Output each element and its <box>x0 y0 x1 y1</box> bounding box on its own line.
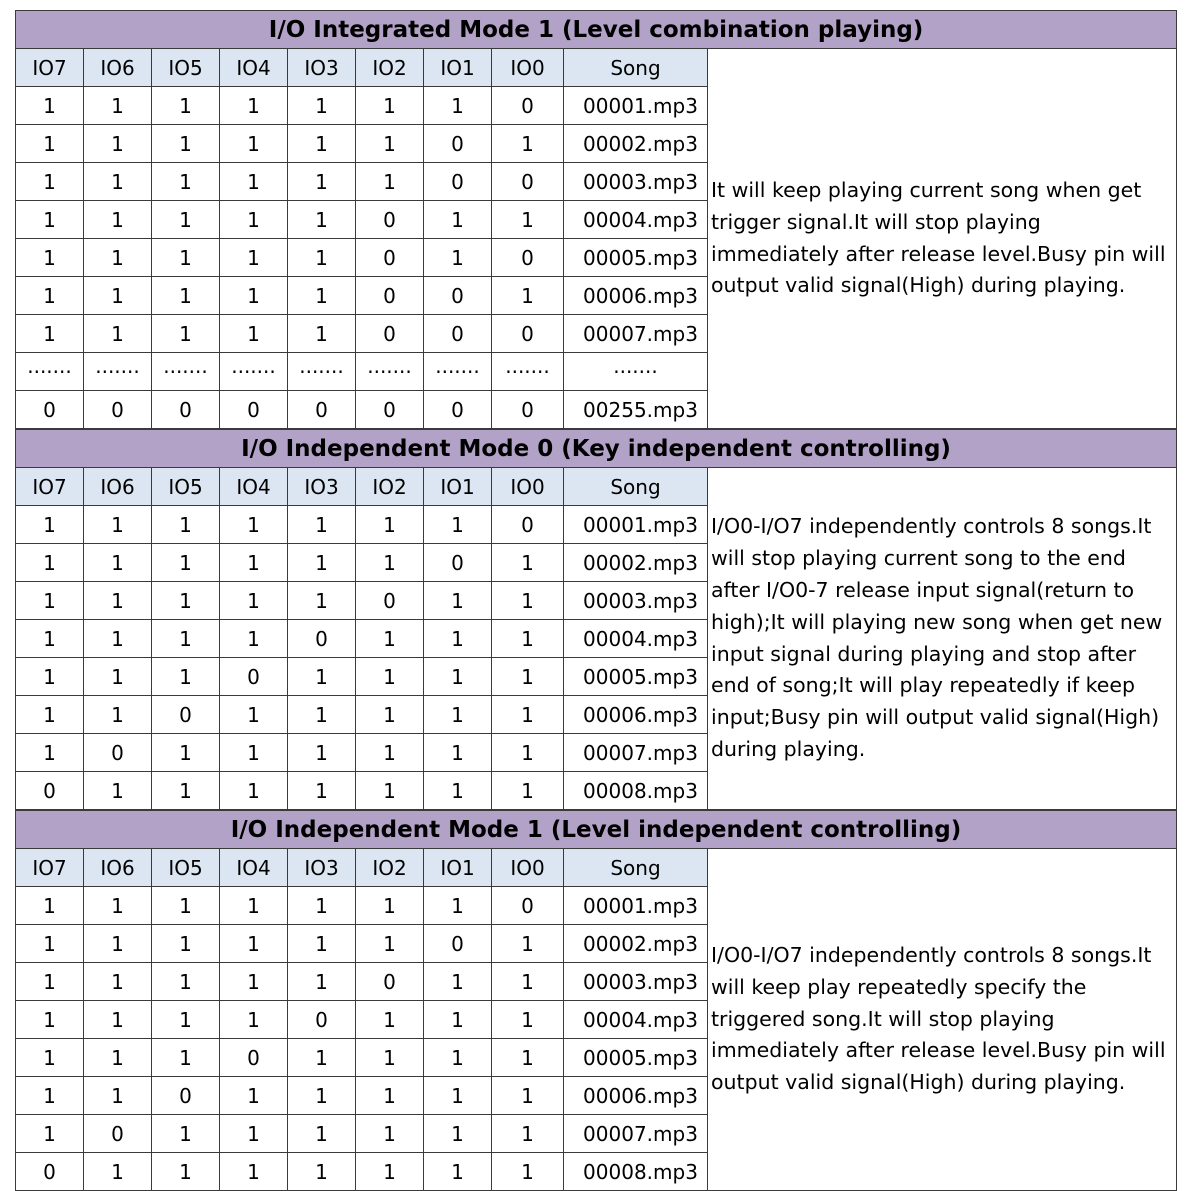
io-level-cell: 1 <box>152 620 220 658</box>
io-level-cell: 0 <box>424 925 492 963</box>
song-cell: 00001.mp3 <box>564 506 708 544</box>
song-cell: 00006.mp3 <box>564 696 708 734</box>
io-level-cell: 1 <box>16 506 84 544</box>
io-level-cell: ······· <box>220 353 288 391</box>
io-level-cell: 1 <box>220 544 288 582</box>
io-level-cell: 1 <box>220 887 288 925</box>
io-level-cell: 1 <box>424 734 492 772</box>
io-level-cell: 1 <box>356 125 424 163</box>
io-level-cell: 1 <box>152 658 220 696</box>
io-level-cell: 1 <box>84 201 152 239</box>
io-level-cell: 1 <box>288 963 356 1001</box>
column-header-io6: IO6 <box>84 849 152 887</box>
header-row <box>16 468 1177 506</box>
io-level-cell: 0 <box>424 315 492 353</box>
io-level-cell: 1 <box>84 772 152 810</box>
io-level-cell: 1 <box>288 315 356 353</box>
io-level-cell: ······· <box>84 353 152 391</box>
io-level-cell: 1 <box>84 125 152 163</box>
io-level-cell: 1 <box>16 620 84 658</box>
io-level-cell: 1 <box>84 1077 152 1115</box>
song-cell: 00004.mp3 <box>564 201 708 239</box>
io-level-cell: 1 <box>492 1077 564 1115</box>
io-level-cell: 0 <box>152 391 220 429</box>
io-level-cell: 1 <box>356 772 424 810</box>
song-cell: 00005.mp3 <box>564 239 708 277</box>
io-level-cell: 1 <box>152 87 220 125</box>
io-level-cell: 1 <box>492 1153 564 1191</box>
column-header-io6: IO6 <box>84 49 152 87</box>
io-level-cell: 1 <box>220 239 288 277</box>
io-level-cell: 1 <box>220 772 288 810</box>
io-level-cell: 1 <box>84 887 152 925</box>
io-level-cell: 1 <box>152 925 220 963</box>
io-level-cell: 1 <box>16 963 84 1001</box>
column-header-io5: IO5 <box>152 49 220 87</box>
song-cell: 00002.mp3 <box>564 925 708 963</box>
io-level-cell: 1 <box>152 125 220 163</box>
song-cell: 00004.mp3 <box>564 620 708 658</box>
io-level-cell: 1 <box>152 772 220 810</box>
io-level-cell: 1 <box>288 544 356 582</box>
column-header-io1: IO1 <box>424 49 492 87</box>
io-level-cell: 1 <box>220 87 288 125</box>
io-level-cell: 1 <box>152 582 220 620</box>
io-level-cell: 1 <box>16 87 84 125</box>
io-level-cell: 1 <box>424 87 492 125</box>
io-level-cell: 0 <box>356 315 424 353</box>
io-level-cell: 1 <box>288 734 356 772</box>
song-cell: 00001.mp3 <box>564 87 708 125</box>
io-level-cell: 1 <box>152 1001 220 1039</box>
io-level-cell: 1 <box>492 582 564 620</box>
io-level-cell: 1 <box>220 582 288 620</box>
mode-description: I/O0-I/O7 independently controls 8 songs.It will keep play repeatedly specify the triggered song.It will stop playing immediately after release level.Busy pin will output valid signal(High) during playing. <box>708 849 1177 1191</box>
column-header-io0: IO0 <box>492 468 564 506</box>
io-level-cell: 1 <box>356 1077 424 1115</box>
io-level-cell: 1 <box>220 163 288 201</box>
io-level-cell: 1 <box>152 506 220 544</box>
io-level-cell: 1 <box>16 163 84 201</box>
io-level-cell: 1 <box>16 582 84 620</box>
io-level-cell: 1 <box>424 1039 492 1077</box>
io-level-cell: 0 <box>356 963 424 1001</box>
io-level-cell: 1 <box>424 620 492 658</box>
io-level-cell: 1 <box>288 201 356 239</box>
column-header-io7: IO7 <box>16 849 84 887</box>
io-level-cell: 1 <box>84 506 152 544</box>
song-cell: 00008.mp3 <box>564 772 708 810</box>
mode-table <box>15 810 1177 1191</box>
io-level-cell: 0 <box>16 1153 84 1191</box>
mode-table <box>15 10 1177 429</box>
mode-description: It will keep playing current song when get trigger signal.It will stop playing immediately after release level.Busy pin will output valid signal(High) during playing. <box>708 49 1177 429</box>
io-level-cell: 0 <box>84 734 152 772</box>
io-level-cell: 0 <box>492 506 564 544</box>
io-level-cell: 1 <box>424 887 492 925</box>
io-level-cell: 1 <box>220 315 288 353</box>
io-level-cell: 1 <box>288 87 356 125</box>
io-level-cell: 0 <box>220 1039 288 1077</box>
io-level-cell: 1 <box>152 544 220 582</box>
io-level-cell: 1 <box>424 772 492 810</box>
io-level-cell: 1 <box>84 1039 152 1077</box>
section-title: I/O Integrated Mode 1 (Level combination playing) <box>16 11 1177 49</box>
io-level-cell: 0 <box>492 87 564 125</box>
header-row <box>16 849 1177 887</box>
song-cell: 00005.mp3 <box>564 1039 708 1077</box>
io-level-cell: 1 <box>220 696 288 734</box>
io-level-cell: 1 <box>84 1153 152 1191</box>
io-level-cell: 1 <box>84 315 152 353</box>
io-level-cell: 1 <box>356 1153 424 1191</box>
io-level-cell: 1 <box>492 201 564 239</box>
io-level-cell: 1 <box>356 544 424 582</box>
column-header-io7: IO7 <box>16 49 84 87</box>
io-level-cell: ······· <box>356 353 424 391</box>
io-level-cell: 1 <box>356 620 424 658</box>
song-cell: 00005.mp3 <box>564 658 708 696</box>
io-level-cell: 1 <box>84 582 152 620</box>
column-header-io5: IO5 <box>152 468 220 506</box>
io-level-cell: 1 <box>492 1115 564 1153</box>
song-cell: 00003.mp3 <box>564 963 708 1001</box>
column-header-io5: IO5 <box>152 849 220 887</box>
song-cell: 00007.mp3 <box>564 1115 708 1153</box>
section-title: I/O Independent Mode 0 (Key independent controlling) <box>16 430 1177 468</box>
io-level-cell: 1 <box>16 696 84 734</box>
io-level-cell: 1 <box>356 658 424 696</box>
io-level-cell: 0 <box>492 391 564 429</box>
io-level-cell: 1 <box>492 1001 564 1039</box>
io-level-cell: 1 <box>492 277 564 315</box>
io-mode-document <box>15 10 1176 1191</box>
song-cell: 00002.mp3 <box>564 544 708 582</box>
io-level-cell: 1 <box>16 1039 84 1077</box>
io-level-cell: 1 <box>288 658 356 696</box>
column-header-song: Song <box>564 49 708 87</box>
io-level-cell: 0 <box>492 239 564 277</box>
io-level-cell: 0 <box>356 201 424 239</box>
io-level-cell: 0 <box>16 391 84 429</box>
io-level-cell: 1 <box>288 582 356 620</box>
io-level-cell: 1 <box>220 1077 288 1115</box>
io-level-cell: 0 <box>152 696 220 734</box>
io-level-cell: 1 <box>84 620 152 658</box>
io-level-cell: 0 <box>492 887 564 925</box>
io-level-cell: 1 <box>16 544 84 582</box>
io-level-cell: 0 <box>152 1077 220 1115</box>
io-level-cell: 0 <box>288 391 356 429</box>
io-level-cell: 1 <box>16 201 84 239</box>
io-level-cell: 0 <box>288 1001 356 1039</box>
io-level-cell: 0 <box>356 391 424 429</box>
io-level-cell: 1 <box>492 925 564 963</box>
io-level-cell: 1 <box>288 696 356 734</box>
io-level-cell: 1 <box>356 87 424 125</box>
mode-description: I/O0-I/O7 independently controls 8 songs.It will stop playing current song to the end after I/O0-7 release input signal(return to high);It will playing new song when get new input signal during playing and stop after end of song;It will play repeatedly if keep input;Busy pin will output valid signal(High) during playing. <box>708 468 1177 810</box>
io-level-cell: 1 <box>288 1077 356 1115</box>
io-level-cell: ······· <box>492 353 564 391</box>
io-level-cell: 1 <box>424 1001 492 1039</box>
io-level-cell: 1 <box>84 544 152 582</box>
column-header-io3: IO3 <box>288 49 356 87</box>
io-level-cell: 1 <box>152 277 220 315</box>
io-level-cell: 1 <box>220 506 288 544</box>
io-level-cell: 1 <box>424 582 492 620</box>
io-level-cell: 1 <box>16 239 84 277</box>
io-level-cell: 1 <box>492 963 564 1001</box>
io-level-cell: 1 <box>424 1077 492 1115</box>
column-header-io4: IO4 <box>220 468 288 506</box>
io-level-cell: 1 <box>220 125 288 163</box>
io-level-cell: 1 <box>220 201 288 239</box>
column-header-io2: IO2 <box>356 468 424 506</box>
song-cell: 00004.mp3 <box>564 1001 708 1039</box>
io-level-cell: 1 <box>152 201 220 239</box>
io-level-cell: ······· <box>288 353 356 391</box>
io-level-cell: 1 <box>288 1115 356 1153</box>
io-level-cell: 1 <box>152 734 220 772</box>
io-level-cell: 1 <box>424 1153 492 1191</box>
io-level-cell: 0 <box>356 239 424 277</box>
io-level-cell: 1 <box>288 163 356 201</box>
io-level-cell: 1 <box>356 506 424 544</box>
io-level-cell: 1 <box>16 1001 84 1039</box>
song-cell: 00006.mp3 <box>564 1077 708 1115</box>
io-level-cell: 1 <box>152 239 220 277</box>
column-header-io4: IO4 <box>220 49 288 87</box>
io-level-cell: 1 <box>152 163 220 201</box>
io-level-cell: 1 <box>424 1115 492 1153</box>
io-level-cell: 1 <box>356 887 424 925</box>
io-level-cell: 1 <box>152 963 220 1001</box>
column-header-io0: IO0 <box>492 49 564 87</box>
io-level-cell: 1 <box>492 696 564 734</box>
io-level-cell: 1 <box>492 658 564 696</box>
io-level-cell: 1 <box>84 696 152 734</box>
io-level-cell: 1 <box>84 1001 152 1039</box>
song-cell: 00002.mp3 <box>564 125 708 163</box>
io-level-cell: 1 <box>220 1001 288 1039</box>
io-level-cell: 0 <box>424 391 492 429</box>
io-level-cell: 0 <box>16 772 84 810</box>
io-level-cell: 0 <box>220 391 288 429</box>
io-level-cell: 1 <box>288 277 356 315</box>
io-level-cell: 1 <box>84 239 152 277</box>
io-level-cell: 1 <box>356 696 424 734</box>
io-level-cell: 0 <box>424 163 492 201</box>
column-header-song: Song <box>564 468 708 506</box>
io-level-cell: ······· <box>424 353 492 391</box>
io-level-cell: 1 <box>492 125 564 163</box>
io-level-cell: 0 <box>424 544 492 582</box>
io-level-cell: 1 <box>356 1115 424 1153</box>
header-row <box>16 49 1177 87</box>
io-level-cell: 1 <box>356 163 424 201</box>
io-level-cell: 0 <box>84 391 152 429</box>
io-level-cell: 1 <box>288 1039 356 1077</box>
io-level-cell: 1 <box>356 734 424 772</box>
io-level-cell: 1 <box>16 315 84 353</box>
io-level-cell: 1 <box>356 1001 424 1039</box>
io-level-cell: 1 <box>288 887 356 925</box>
song-cell: 00007.mp3 <box>564 315 708 353</box>
io-level-cell: 1 <box>84 963 152 1001</box>
io-level-cell: 1 <box>16 277 84 315</box>
io-level-cell: 1 <box>492 544 564 582</box>
song-cell: 00006.mp3 <box>564 277 708 315</box>
io-level-cell: 0 <box>424 125 492 163</box>
column-header-io1: IO1 <box>424 468 492 506</box>
io-level-cell: 1 <box>288 125 356 163</box>
io-level-cell: ······· <box>16 353 84 391</box>
io-level-cell: 0 <box>288 620 356 658</box>
io-level-cell: 1 <box>152 1153 220 1191</box>
io-level-cell: 1 <box>16 734 84 772</box>
io-level-cell: 1 <box>424 201 492 239</box>
song-cell: ······· <box>564 353 708 391</box>
song-cell: 00001.mp3 <box>564 887 708 925</box>
io-level-cell: 0 <box>424 277 492 315</box>
io-level-cell: 0 <box>356 277 424 315</box>
io-level-cell: 1 <box>16 1115 84 1153</box>
io-level-cell: 1 <box>152 315 220 353</box>
io-level-cell: ······· <box>152 353 220 391</box>
io-level-cell: 1 <box>152 887 220 925</box>
section-title: I/O Independent Mode 1 (Level independent controlling) <box>16 811 1177 849</box>
column-header-io2: IO2 <box>356 49 424 87</box>
column-header-io3: IO3 <box>288 849 356 887</box>
io-level-cell: 1 <box>424 963 492 1001</box>
io-level-cell: 1 <box>288 506 356 544</box>
io-level-cell: 1 <box>16 125 84 163</box>
io-level-cell: 1 <box>492 620 564 658</box>
column-header-song: Song <box>564 849 708 887</box>
column-header-io3: IO3 <box>288 468 356 506</box>
io-level-cell: 1 <box>152 1115 220 1153</box>
io-level-cell: 1 <box>424 658 492 696</box>
io-level-cell: 0 <box>492 163 564 201</box>
io-level-cell: 1 <box>492 772 564 810</box>
column-header-io0: IO0 <box>492 849 564 887</box>
io-level-cell: 0 <box>356 582 424 620</box>
io-level-cell: 1 <box>84 925 152 963</box>
io-level-cell: 1 <box>84 277 152 315</box>
column-header-io6: IO6 <box>84 468 152 506</box>
io-level-cell: 1 <box>288 772 356 810</box>
io-level-cell: 1 <box>288 925 356 963</box>
io-level-cell: 1 <box>288 239 356 277</box>
io-level-cell: 1 <box>84 658 152 696</box>
column-header-io1: IO1 <box>424 849 492 887</box>
io-level-cell: 0 <box>492 315 564 353</box>
column-header-io4: IO4 <box>220 849 288 887</box>
song-cell: 00008.mp3 <box>564 1153 708 1191</box>
io-level-cell: 1 <box>84 87 152 125</box>
io-level-cell: 1 <box>424 696 492 734</box>
io-level-cell: 1 <box>356 925 424 963</box>
io-level-cell: 1 <box>16 925 84 963</box>
io-level-cell: 1 <box>152 1039 220 1077</box>
io-level-cell: 0 <box>220 658 288 696</box>
io-level-cell: 1 <box>84 163 152 201</box>
column-header-io2: IO2 <box>356 849 424 887</box>
io-level-cell: 1 <box>16 887 84 925</box>
song-cell: 00007.mp3 <box>564 734 708 772</box>
io-level-cell: 1 <box>16 1077 84 1115</box>
song-cell: 00003.mp3 <box>564 163 708 201</box>
mode-table <box>15 429 1177 810</box>
song-cell: 00003.mp3 <box>564 582 708 620</box>
io-level-cell: 1 <box>220 925 288 963</box>
io-level-cell: 1 <box>356 1039 424 1077</box>
io-level-cell: 1 <box>220 963 288 1001</box>
io-level-cell: 0 <box>84 1115 152 1153</box>
column-header-io7: IO7 <box>16 468 84 506</box>
io-level-cell: 1 <box>424 239 492 277</box>
io-level-cell: 1 <box>492 734 564 772</box>
io-level-cell: 1 <box>16 658 84 696</box>
io-level-cell: 1 <box>220 277 288 315</box>
io-level-cell: 1 <box>424 506 492 544</box>
io-level-cell: 1 <box>220 1115 288 1153</box>
io-level-cell: 1 <box>220 734 288 772</box>
io-level-cell: 1 <box>288 1153 356 1191</box>
io-level-cell: 1 <box>492 1039 564 1077</box>
io-level-cell: 1 <box>220 620 288 658</box>
song-cell: 00255.mp3 <box>564 391 708 429</box>
io-level-cell: 1 <box>220 1153 288 1191</box>
